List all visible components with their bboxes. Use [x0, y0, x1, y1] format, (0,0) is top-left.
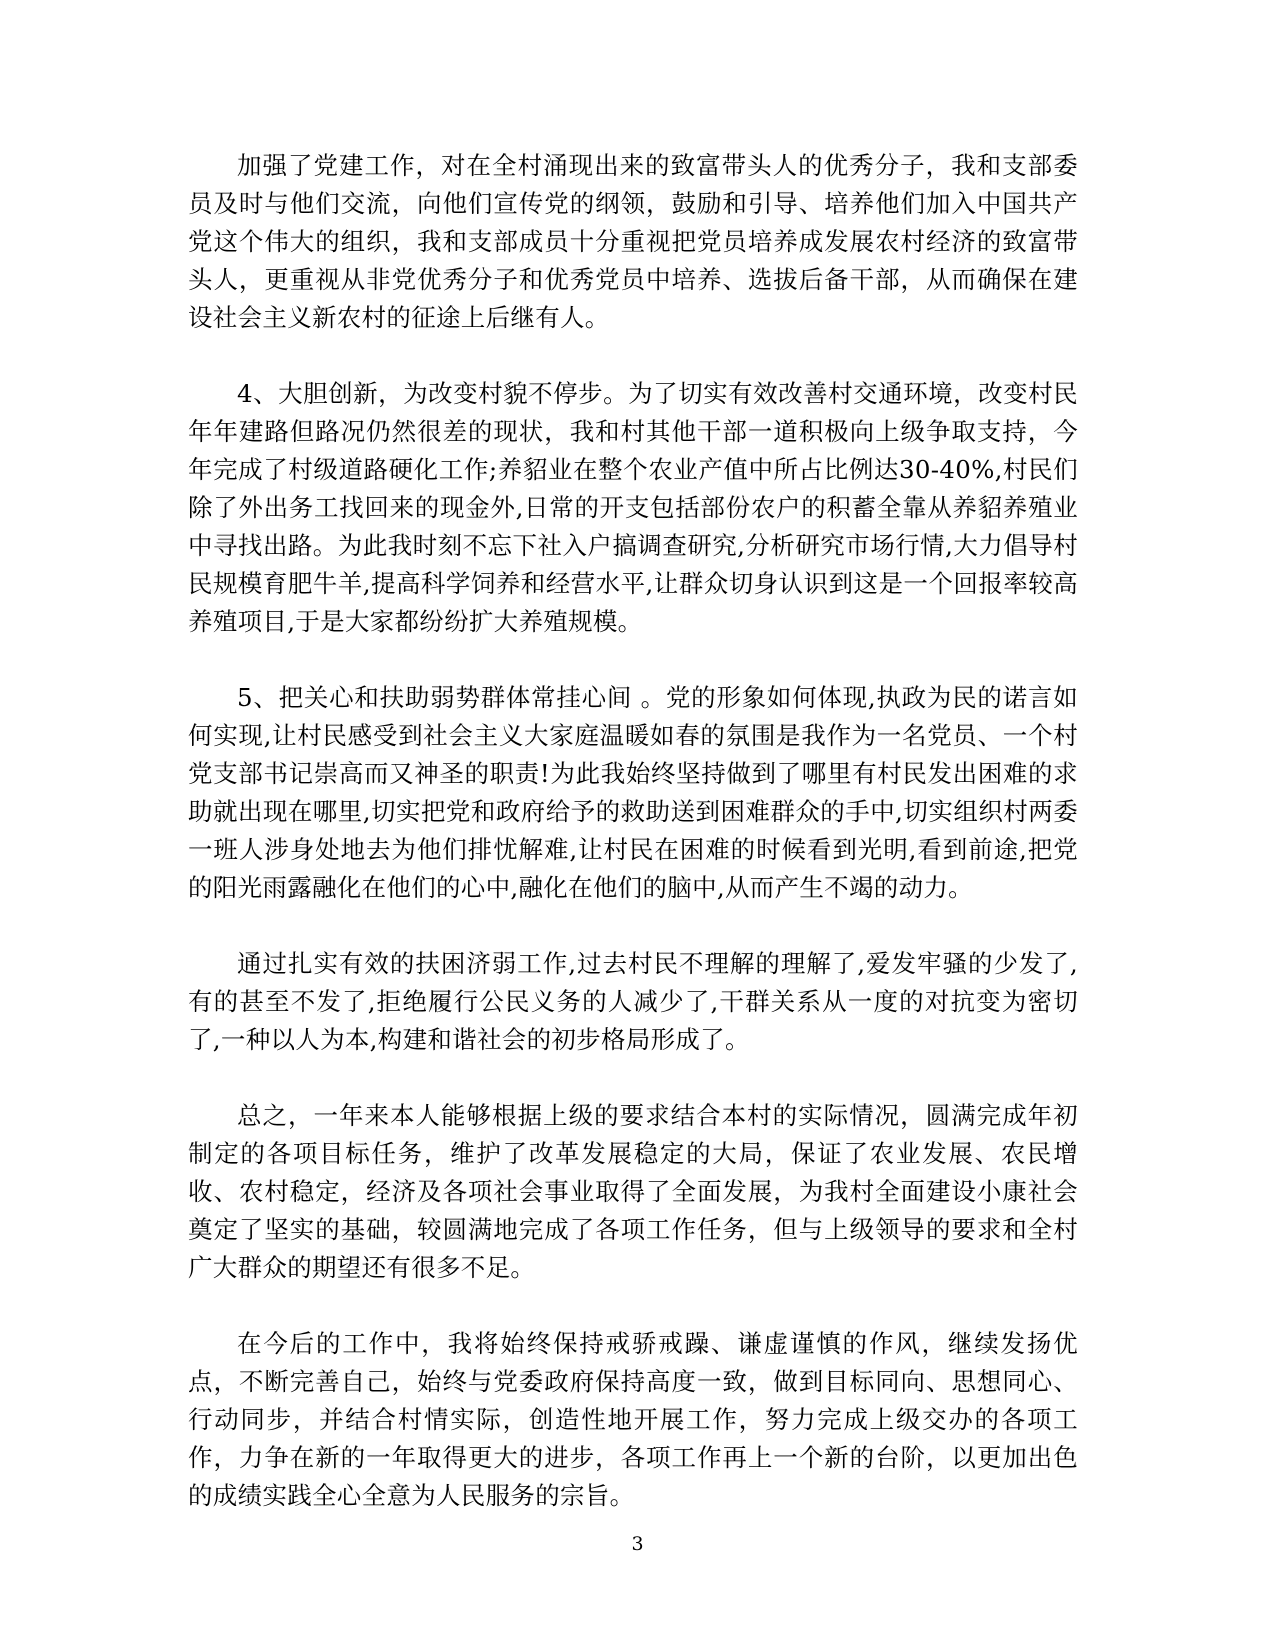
body-text	[188, 147, 1078, 1515]
page-number: 3	[631, 1533, 644, 1555]
paragraph-summary: 总之，一年来本人能够根据上级的要求结合本村的实际情况，圆满完成年初制定的各项目标任务，维护了改革发展稳定的大局，保证了农业发展、农民增收、农村稳定，经济及各项社会事业取得了全面发展，为我村全面建设小康社会奠定了坚实的基础，较圆满地完成了各项工作任务，但与上级领导的要求和全村广大群众的期望还有很多不足。	[188, 1101, 1078, 1282]
paragraph-future-work: 在今后的工作中，我将始终保持戒骄戒躁、谦虚谨慎的作风，继续发扬优点，不断完善自己，始终与党委政府保持高度一致，做到目标同向、思想同心、行动同步，并结合村情实际，创造性地开展工作，努力完成上级交办的各项工作，力争在新的一年取得更大的进步，各项工作再上一个新的台阶，以更加出色的成绩实践全心全意为人民服务的宗旨。	[188, 1329, 1078, 1510]
paragraph-party-building: 加强了党建工作，对在全村涌现出来的致富带头人的优秀分子，我和支部委员及时与他们交流，向他们宣传党的纲领，鼓励和引导、培养他们加入中国共产党这个伟大的组织，我和支部成员十分重视把党员培养成发展农村经济的致富带头人，更重视从非党优秀分子和优秀党员中培养、选拔后备干部，从而确保在建设社会主义新农村的征途上后继有人。	[188, 151, 1078, 332]
paragraph-vulnerable-groups: 5、把关心和扶助弱势群体常挂心间 。党的形象如何体现,执政为民的诺言如何实现,让村民感受到社会主义大家庭温暖如春的氛围是我作为一名党员、一个村党支部书记崇高而又神圣的职责!为此我始终坚持做到了哪里有村民发出困难的求助就出现在哪里,切实把党和政府给予的救助送到困难群众的手中,切实组织村两委一班人涉身处地去为他们排忧解难,让村民在困难的时候看到光明,看到前途,把党的阳光雨露融化在他们的心中,融化在他们的脑中,从而产生不竭的动力。	[188, 683, 1078, 902]
paragraph-poverty-relief-results: 通过扎实有效的扶困济弱工作,过去村民不理解的理解了,爱发牢骚的少发了,有的甚至不发了,拒绝履行公民义务的人减少了,干群关系从一度的对抗变为密切了,一种以人为本,构建和谐社会的初步格局形成了。	[188, 949, 1078, 1054]
paragraph-innovation: 4、大胆创新，为改变村貌不停步。为了切实有效改善村交通环境，改变村民年年建路但路况仍然很差的现状，我和村其他干部一道积极向上级争取支持，今年完成了村级道路硬化工作;养貂业在整个农业产值中所占比例达30-40%,村民们除了外出务工找回来的现金外,日常的开支包括部份农户的积蓄全靠从养貂养殖业中寻找出路。为此我时刻不忘下社入户搞调查研究,分析研究市场行情,大力倡导村民规模育肥牛羊,提高科学饲养和经营水平,让群众切身认识到这是一个回报率较高养殖项目,于是大家都纷纷扩大养殖规模。	[188, 379, 1078, 636]
